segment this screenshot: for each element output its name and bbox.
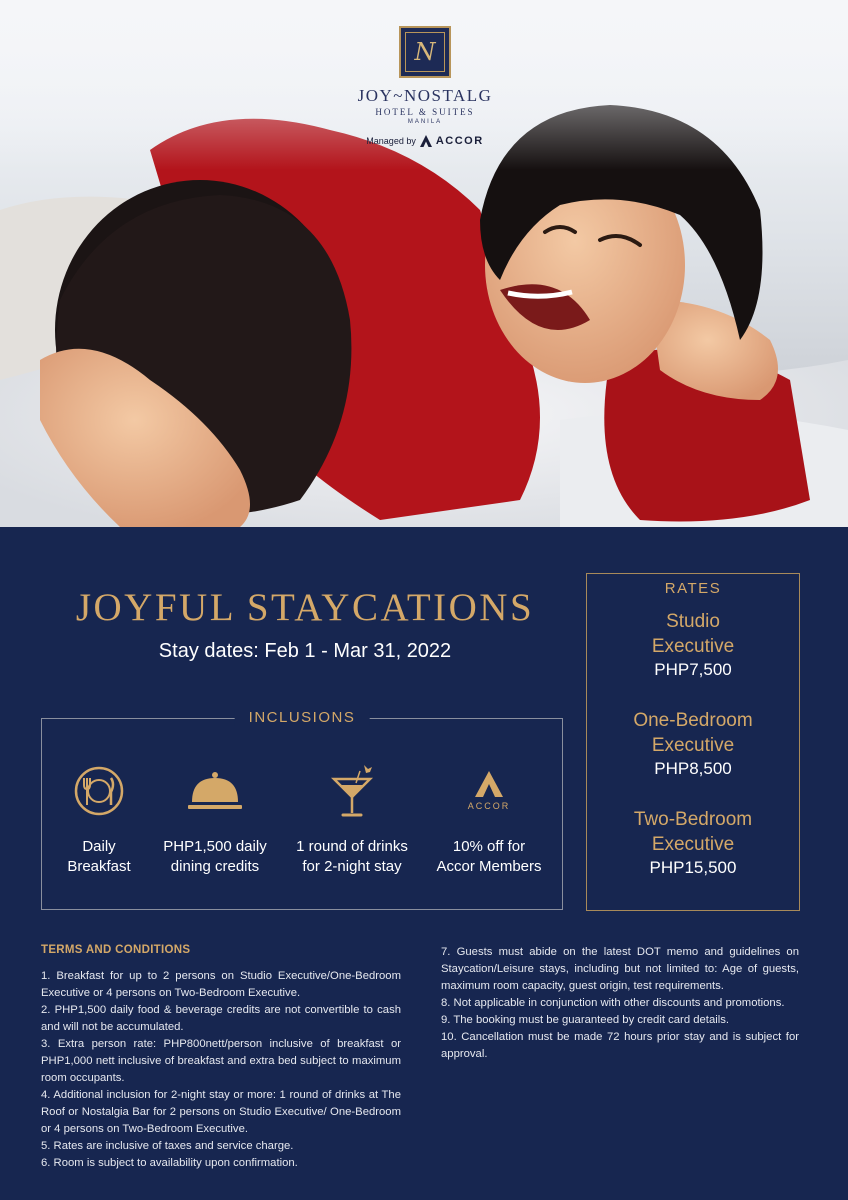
inclusion-label: 10% off for Accor Members: [436, 838, 542, 875]
terms-item: 2. PHP1,500 daily food & beverage credits are not convertible to cash and will not be accumulated.: [41, 1004, 401, 1033]
terms-item: 6. Room is subject to availability upon confirmation.: [41, 1157, 298, 1169]
terms-item: 3. Extra person rate: PHP800nett/person inclusive of breakfast or PHP1,000 nett inclusive of breakfast and extra bed subject to maximum room occupants.: [41, 1038, 401, 1084]
rate-price: PHP15,500: [649, 858, 737, 877]
inclusions-panel: [41, 709, 563, 910]
inclusion-item-drinks: [287, 763, 417, 877]
page-title: JOYFUL STAYCATIONS: [75, 586, 535, 629]
terms-item: 4. Additional inclusion for 2-night stay or more: 1 round of drinks at The Roof or Nostalgia Bar for 2 persons on Studio Executive/ One-Bedroom or 4 persons on Two-Bedroom Executive.: [41, 1089, 401, 1135]
inclusion-item-accor-discount: [424, 763, 554, 877]
hero-photo: [0, 0, 848, 527]
accor-logo-text: ACCOR: [467, 801, 511, 811]
terms-column-right: [441, 944, 799, 1063]
plate-cutlery-icon: [74, 766, 124, 816]
cocktail-icon: [330, 763, 374, 819]
terms-item: 5. Rates are inclusive of taxes and service charge.: [41, 1140, 294, 1152]
terms-item: 10. Cancellation must be made 72 hours prior stay and is subject for approval.: [441, 1031, 799, 1060]
rate-room-name: Two-Bedroom Executive: [633, 809, 753, 855]
rate-room-name: One-Bedroom Executive: [633, 710, 753, 756]
managed-by-label: Managed by: [366, 136, 416, 146]
rate-studio-executive: [587, 609, 799, 680]
rate-price: PHP8,500: [654, 759, 732, 778]
inclusion-label: Daily Breakfast: [67, 838, 131, 875]
emblem-letter: N: [414, 38, 436, 66]
accor-logo-icon: [475, 771, 503, 797]
terms-item: 1. Breakfast for up to 2 persons on Studio Executive/One-Bedroom Executive or 4 persons on Two-Bedroom Executive.: [41, 970, 401, 999]
rate-price: PHP7,500: [654, 660, 732, 679]
inclusion-label: 1 round of drinks for 2-night stay: [296, 838, 408, 875]
terms-title: TERMS AND CONDITIONS: [41, 944, 191, 956]
cloche-icon: [186, 768, 244, 814]
managed-by-line: [340, 135, 510, 147]
terms-item: 8. Not applicable in conjunction with other discounts and promotions.: [441, 997, 785, 1009]
terms-item: 7. Guests must abide on the latest DOT memo and guidelines on Staycation/Leisure stays, including but not limited to: Age of guests, maximum room capacity, guest origin, test requirements.: [441, 946, 799, 992]
hotel-name: JOY~NOSTALG: [357, 86, 493, 105]
rates-title: RATES: [664, 580, 722, 597]
inclusion-item-breakfast: [34, 763, 164, 877]
hotel-city: MANILA: [407, 119, 443, 125]
hotel-subtitle: HOTEL & SUITES: [375, 107, 475, 117]
terms-column-left: [41, 968, 401, 1172]
rate-two-bedroom-executive: [587, 807, 799, 878]
inclusion-item-dining-credits: [150, 763, 280, 877]
operator-name: ACCOR: [435, 135, 484, 147]
accor-mark-icon: [420, 135, 432, 147]
rates-panel: [586, 573, 800, 911]
inclusions-title: INCLUSIONS: [235, 709, 370, 726]
inclusion-label: PHP1,500 daily dining credits: [163, 838, 267, 875]
terms-item: 9. The booking must be guaranteed by credit card details.: [441, 1014, 730, 1026]
hotel-logo: [340, 26, 510, 147]
rate-room-name: Studio Executive: [651, 611, 735, 657]
rate-one-bedroom-executive: [587, 708, 799, 779]
stay-dates: Stay dates: Feb 1 - Mar 31, 2022: [158, 640, 452, 662]
hotel-emblem-icon: [399, 26, 451, 78]
